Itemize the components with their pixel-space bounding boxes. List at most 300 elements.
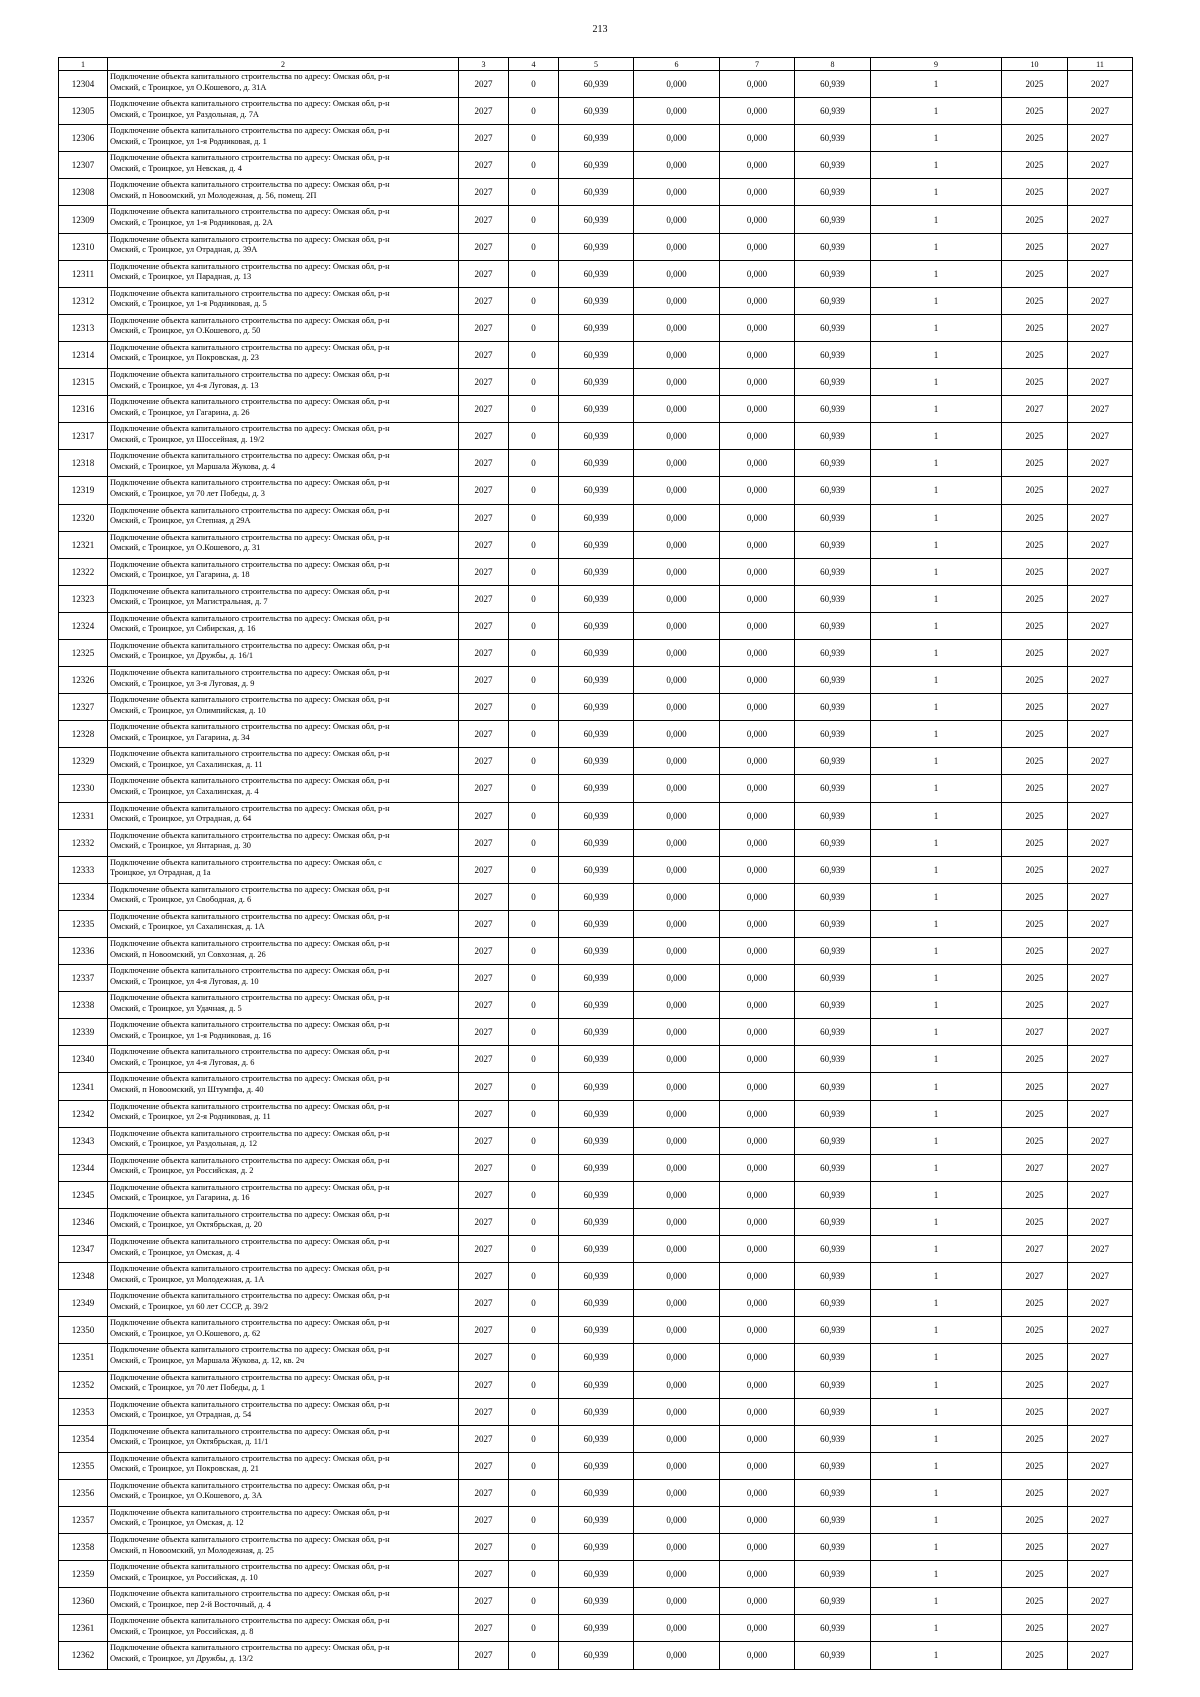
cell-col-5: 60,939 (559, 314, 634, 341)
cell-col-9: 1 (871, 1371, 1002, 1398)
cell-col-5: 60,939 (559, 504, 634, 531)
cell-col-8: 60,939 (795, 829, 871, 856)
cell-col-9: 1 (871, 558, 1002, 585)
cell-col-4: 0 (509, 883, 559, 910)
cell-col-5: 60,939 (559, 1615, 634, 1642)
cell-col-8: 60,939 (795, 450, 871, 477)
cell-col-7: 0,000 (720, 233, 795, 260)
cell-col-3: 2027 (459, 531, 509, 558)
table-row (59, 1425, 1133, 1452)
description-line-2: Омский, п Новоомский, ул Совхозная, д. 26 (110, 949, 266, 959)
row-number: 12336 (59, 938, 108, 965)
cell-col-7: 0,000 (720, 667, 795, 694)
cell-col-6: 0,000 (634, 1642, 720, 1669)
cell-col-4: 0 (509, 504, 559, 531)
cell-col-5: 60,939 (559, 639, 634, 666)
description-line-1: Подключение объекта капитального строительства по адресу: Омская обл, р-н (110, 1047, 390, 1057)
cell-col-4: 0 (509, 667, 559, 694)
cell-col-10: 2027 (1002, 1236, 1068, 1263)
cell-col-7: 0,000 (720, 1506, 795, 1533)
cell-col-9: 1 (871, 585, 1002, 612)
description-line-2: Омский, с Троицкое, ул Молодежная, д. 1А (110, 1274, 265, 1284)
object-description (108, 802, 459, 829)
description-line-1: Подключение объекта капитального строительства по адресу: Омская обл, р-н (110, 370, 390, 380)
row-number: 12337 (59, 965, 108, 992)
cell-col-10: 2025 (1002, 775, 1068, 802)
cell-col-5: 60,939 (559, 856, 634, 883)
cell-col-10: 2027 (1002, 396, 1068, 423)
description-line-2: Омский, с Троицкое, ул Российская, д. 8 (110, 1626, 254, 1636)
cell-col-6: 0,000 (634, 1073, 720, 1100)
cell-col-4: 0 (509, 396, 559, 423)
cell-col-8: 60,939 (795, 1398, 871, 1425)
cell-col-10: 2025 (1002, 1534, 1068, 1561)
cell-col-11: 2027 (1068, 585, 1133, 612)
cell-col-4: 0 (509, 612, 559, 639)
table-row (59, 369, 1133, 396)
cell-col-11: 2027 (1068, 1371, 1133, 1398)
cell-col-8: 60,939 (795, 938, 871, 965)
cell-col-3: 2027 (459, 1615, 509, 1642)
cell-col-6: 0,000 (634, 910, 720, 937)
cell-col-3: 2027 (459, 369, 509, 396)
cell-col-10: 2025 (1002, 748, 1068, 775)
table-row (59, 287, 1133, 314)
cell-col-6: 0,000 (634, 1317, 720, 1344)
cell-col-7: 0,000 (720, 1263, 795, 1290)
cell-col-5: 60,939 (559, 341, 634, 368)
object-description (108, 1344, 459, 1371)
object-description (108, 206, 459, 233)
description-line-1: Подключение объекта капитального строительства по адресу: Омская обл, р-н (110, 288, 390, 298)
cell-col-4: 0 (509, 585, 559, 612)
cell-col-3: 2027 (459, 612, 509, 639)
cell-col-9: 1 (871, 1290, 1002, 1317)
table-row (59, 1398, 1133, 1425)
cell-col-4: 0 (509, 1425, 559, 1452)
object-description (108, 1236, 459, 1263)
row-number: 12310 (59, 233, 108, 260)
cell-col-3: 2027 (459, 260, 509, 287)
cell-col-10: 2025 (1002, 1479, 1068, 1506)
cell-col-6: 0,000 (634, 1046, 720, 1073)
cell-col-6: 0,000 (634, 531, 720, 558)
description-line-1: Подключение объекта капитального строительства по адресу: Омская обл, р-н (110, 722, 390, 732)
description-line-2: Омский, с Троицкое, ул Октябрьская, д. 20 (110, 1220, 263, 1230)
cell-col-8: 60,939 (795, 1263, 871, 1290)
table-row (59, 1479, 1133, 1506)
object-description (108, 1181, 459, 1208)
cell-col-11: 2027 (1068, 1263, 1133, 1290)
cell-col-9: 1 (871, 152, 1002, 179)
cell-col-11: 2027 (1068, 1208, 1133, 1235)
row-number: 12356 (59, 1479, 108, 1506)
object-description (108, 1154, 459, 1181)
cell-col-9: 1 (871, 1344, 1002, 1371)
table-row (59, 748, 1133, 775)
cell-col-9: 1 (871, 1154, 1002, 1181)
cell-col-10: 2025 (1002, 694, 1068, 721)
cell-col-6: 0,000 (634, 1615, 720, 1642)
row-number: 12316 (59, 396, 108, 423)
cell-col-6: 0,000 (634, 71, 720, 98)
cell-col-9: 1 (871, 1642, 1002, 1669)
cell-col-10: 2025 (1002, 1642, 1068, 1669)
object-description (108, 1561, 459, 1588)
row-number: 12361 (59, 1615, 108, 1642)
description-line-1: Подключение объекта капитального строительства по адресу: Омская обл, р-н (110, 776, 390, 786)
table-row (59, 1046, 1133, 1073)
cell-col-5: 60,939 (559, 1534, 634, 1561)
cell-col-8: 60,939 (795, 98, 871, 125)
cell-col-11: 2027 (1068, 910, 1133, 937)
cell-col-7: 0,000 (720, 71, 795, 98)
cell-col-3: 2027 (459, 287, 509, 314)
object-description (108, 477, 459, 504)
cell-col-9: 1 (871, 531, 1002, 558)
cell-col-7: 0,000 (720, 1642, 795, 1669)
cell-col-6: 0,000 (634, 1425, 720, 1452)
description-line-2: Омский, п Новоомский, ул Молодежная, д. 56, помещ. 2П (110, 190, 317, 200)
description-line-2: Омский, с Троицкое, ул О.Кошевого, д. 31 (110, 543, 261, 553)
cell-col-7: 0,000 (720, 1371, 795, 1398)
description-line-1: Подключение объекта капитального строительства по адресу: Омская обл, р-н (110, 1372, 390, 1382)
cell-col-5: 60,939 (559, 450, 634, 477)
cell-col-4: 0 (509, 1506, 559, 1533)
cell-col-3: 2027 (459, 98, 509, 125)
cell-col-8: 60,939 (795, 314, 871, 341)
cell-col-3: 2027 (459, 341, 509, 368)
description-line-1: Подключение объекта капитального строительства по адресу: Омская обл, р-н (110, 586, 390, 596)
cell-col-3: 2027 (459, 667, 509, 694)
description-line-2: Омский, с Троицкое, ул О.Кошевого, д. 31А (110, 82, 267, 92)
cell-col-5: 60,939 (559, 1344, 634, 1371)
object-description (108, 125, 459, 152)
table-row (59, 585, 1133, 612)
cell-col-7: 0,000 (720, 721, 795, 748)
description-line-2: Омский, с Троицкое, ул Октябрьская, д. 11/1 (110, 1437, 269, 1447)
description-line-2: Омский, с Троицкое, ул О.Кошевого, д. 3А (110, 1491, 263, 1501)
cell-col-9: 1 (871, 206, 1002, 233)
description-line-2: Омский, п Новоомский, ул Штумпфа, д. 40 (110, 1084, 264, 1094)
cell-col-3: 2027 (459, 71, 509, 98)
cell-col-11: 2027 (1068, 314, 1133, 341)
row-number: 12332 (59, 829, 108, 856)
cell-col-3: 2027 (459, 694, 509, 721)
cell-col-6: 0,000 (634, 1154, 720, 1181)
object-description (108, 856, 459, 883)
cell-col-5: 60,939 (559, 1425, 634, 1452)
cell-col-4: 0 (509, 260, 559, 287)
table-row (59, 775, 1133, 802)
cell-col-10: 2025 (1002, 1208, 1068, 1235)
cell-col-11: 2027 (1068, 1452, 1133, 1479)
description-line-1: Подключение объекта капитального строительства по адресу: Омская обл, р-н (110, 749, 390, 759)
cell-col-5: 60,939 (559, 260, 634, 287)
column-header-7: 7 (720, 58, 795, 71)
cell-col-10: 2025 (1002, 1371, 1068, 1398)
cell-col-4: 0 (509, 152, 559, 179)
cell-col-11: 2027 (1068, 1236, 1133, 1263)
cell-col-7: 0,000 (720, 1534, 795, 1561)
cell-col-11: 2027 (1068, 1479, 1133, 1506)
cell-col-11: 2027 (1068, 667, 1133, 694)
cell-col-8: 60,939 (795, 667, 871, 694)
cell-col-8: 60,939 (795, 260, 871, 287)
cell-col-4: 0 (509, 802, 559, 829)
cell-col-3: 2027 (459, 965, 509, 992)
cell-col-4: 0 (509, 1127, 559, 1154)
table-row (59, 1344, 1133, 1371)
object-description (108, 1452, 459, 1479)
cell-col-6: 0,000 (634, 612, 720, 639)
object-description (108, 341, 459, 368)
cell-col-7: 0,000 (720, 1344, 795, 1371)
description-line-1: Подключение объекта капитального строительства по адресу: Омская обл, р-н (110, 1209, 390, 1219)
cell-col-9: 1 (871, 450, 1002, 477)
description-line-1: Подключение объекта капитального строительства по адресу: Омская обл, р-н (110, 1643, 390, 1653)
cell-col-4: 0 (509, 179, 559, 206)
row-number: 12323 (59, 585, 108, 612)
cell-col-9: 1 (871, 423, 1002, 450)
cell-col-6: 0,000 (634, 450, 720, 477)
cell-col-11: 2027 (1068, 396, 1133, 423)
object-description (108, 314, 459, 341)
cell-col-8: 60,939 (795, 341, 871, 368)
cell-col-6: 0,000 (634, 1534, 720, 1561)
cell-col-6: 0,000 (634, 585, 720, 612)
cell-col-3: 2027 (459, 1100, 509, 1127)
cell-col-8: 60,939 (795, 1452, 871, 1479)
cell-col-11: 2027 (1068, 938, 1133, 965)
cell-col-6: 0,000 (634, 639, 720, 666)
object-description (108, 1046, 459, 1073)
cell-col-6: 0,000 (634, 1263, 720, 1290)
description-line-1: Подключение объекта капитального строительства по адресу: Омская обл, р-н (110, 99, 390, 109)
cell-col-10: 2025 (1002, 287, 1068, 314)
cell-col-4: 0 (509, 721, 559, 748)
cell-col-3: 2027 (459, 233, 509, 260)
column-header-10: 10 (1002, 58, 1068, 71)
cell-col-8: 60,939 (795, 1046, 871, 1073)
column-header-1: 1 (59, 58, 108, 71)
object-description (108, 531, 459, 558)
description-line-1: Подключение объекта капитального строительства по адресу: Омская обл, р-н (110, 180, 390, 190)
cell-col-4: 0 (509, 233, 559, 260)
description-line-1: Подключение объекта капитального строительства по адресу: Омская обл, р-н (110, 234, 390, 244)
cell-col-8: 60,939 (795, 423, 871, 450)
cell-col-9: 1 (871, 71, 1002, 98)
cell-col-10: 2025 (1002, 1561, 1068, 1588)
cell-col-4: 0 (509, 1046, 559, 1073)
cell-col-4: 0 (509, 856, 559, 883)
cell-col-5: 60,939 (559, 1154, 634, 1181)
cell-col-7: 0,000 (720, 639, 795, 666)
cell-col-5: 60,939 (559, 1371, 634, 1398)
row-number: 12321 (59, 531, 108, 558)
cell-col-6: 0,000 (634, 1561, 720, 1588)
table-row (59, 992, 1133, 1019)
cell-col-3: 2027 (459, 639, 509, 666)
object-description (108, 721, 459, 748)
cell-col-7: 0,000 (720, 1452, 795, 1479)
cell-col-5: 60,939 (559, 1263, 634, 1290)
cell-col-5: 60,939 (559, 1588, 634, 1615)
cell-col-7: 0,000 (720, 369, 795, 396)
cell-col-11: 2027 (1068, 748, 1133, 775)
cell-col-5: 60,939 (559, 206, 634, 233)
cell-col-4: 0 (509, 1073, 559, 1100)
table-row (59, 125, 1133, 152)
cell-col-9: 1 (871, 1479, 1002, 1506)
cell-col-8: 60,939 (795, 856, 871, 883)
row-number: 12322 (59, 558, 108, 585)
cell-col-6: 0,000 (634, 396, 720, 423)
table-row (59, 1317, 1133, 1344)
cell-col-8: 60,939 (795, 396, 871, 423)
cell-col-7: 0,000 (720, 558, 795, 585)
cell-col-9: 1 (871, 287, 1002, 314)
cell-col-3: 2027 (459, 1263, 509, 1290)
cell-col-6: 0,000 (634, 667, 720, 694)
description-line-1: Подключение объекта капитального строительства по адресу: Омская обл, р-н (110, 342, 390, 352)
description-line-2: Омский, с Троицкое, ул Маршала Жукова, д. 12, кв. 2ч (110, 1355, 305, 1365)
cell-col-8: 60,939 (795, 1615, 871, 1642)
description-line-2: Омский, с Троицкое, ул 1-я Родниковая, д. 1 (110, 136, 267, 146)
row-number: 12353 (59, 1398, 108, 1425)
table-row (59, 477, 1133, 504)
cell-col-9: 1 (871, 883, 1002, 910)
cell-col-8: 60,939 (795, 1534, 871, 1561)
cell-col-11: 2027 (1068, 612, 1133, 639)
cell-col-11: 2027 (1068, 1615, 1133, 1642)
description-line-2: Омский, с Троицкое, ул Покровская, д. 23 (110, 353, 259, 363)
table-row (59, 71, 1133, 98)
object-description (108, 233, 459, 260)
cell-col-11: 2027 (1068, 1344, 1133, 1371)
cell-col-7: 0,000 (720, 585, 795, 612)
row-number: 12331 (59, 802, 108, 829)
object-description (108, 1127, 459, 1154)
cell-col-7: 0,000 (720, 992, 795, 1019)
table-row (59, 639, 1133, 666)
cell-col-5: 60,939 (559, 775, 634, 802)
cell-col-5: 60,939 (559, 938, 634, 965)
cell-col-7: 0,000 (720, 910, 795, 937)
cell-col-4: 0 (509, 1263, 559, 1290)
cell-col-3: 2027 (459, 1236, 509, 1263)
description-line-1: Подключение объекта капитального строительства по адресу: Омская обл, р-н (110, 1480, 390, 1490)
table-row (59, 802, 1133, 829)
cell-col-11: 2027 (1068, 1398, 1133, 1425)
object-description (108, 965, 459, 992)
object-description (108, 938, 459, 965)
table-row (59, 1506, 1133, 1533)
description-line-2: Омский, с Троицкое, ул Отрадная, д. 54 (110, 1410, 252, 1420)
cell-col-9: 1 (871, 721, 1002, 748)
cell-col-5: 60,939 (559, 1642, 634, 1669)
table-row (59, 1019, 1133, 1046)
cell-col-8: 60,939 (795, 1236, 871, 1263)
object-description (108, 71, 459, 98)
table-row (59, 1588, 1133, 1615)
table-row (59, 1642, 1133, 1669)
cell-col-8: 60,939 (795, 1100, 871, 1127)
cell-col-10: 2025 (1002, 477, 1068, 504)
table-row (59, 965, 1133, 992)
description-line-2: Омский, с Троицкое, ул Гагарина, д. 34 (110, 732, 250, 742)
cell-col-7: 0,000 (720, 1236, 795, 1263)
cell-col-3: 2027 (459, 1534, 509, 1561)
cell-col-11: 2027 (1068, 504, 1133, 531)
description-line-1: Подключение объекта капитального строительства по адресу: Омская обл, р-н (110, 532, 390, 542)
description-line-1: Подключение объекта капитального строительства по адресу: Омская обл, р-н (110, 505, 390, 515)
cell-col-4: 0 (509, 1181, 559, 1208)
cell-col-3: 2027 (459, 477, 509, 504)
cell-col-6: 0,000 (634, 287, 720, 314)
cell-col-8: 60,939 (795, 1154, 871, 1181)
cell-col-8: 60,939 (795, 287, 871, 314)
cell-col-10: 2025 (1002, 856, 1068, 883)
cell-col-10: 2025 (1002, 612, 1068, 639)
cell-col-5: 60,939 (559, 1181, 634, 1208)
cell-col-5: 60,939 (559, 802, 634, 829)
cell-col-9: 1 (871, 1073, 1002, 1100)
cell-col-9: 1 (871, 910, 1002, 937)
description-line-1: Подключение объекта капитального строительства по адресу: Омская обл, р-н (110, 1616, 390, 1626)
description-line-2: Омский, п Новоомский, ул Молодежная, д. 25 (110, 1545, 274, 1555)
cell-col-8: 60,939 (795, 883, 871, 910)
cell-col-5: 60,939 (559, 1127, 634, 1154)
cell-col-10: 2027 (1002, 1019, 1068, 1046)
cell-col-3: 2027 (459, 1398, 509, 1425)
cell-col-7: 0,000 (720, 1127, 795, 1154)
cell-col-7: 0,000 (720, 179, 795, 206)
description-line-1: Подключение объекта капитального строительства по адресу: Омская обл, р-н (110, 1182, 390, 1192)
cell-col-4: 0 (509, 369, 559, 396)
cell-col-9: 1 (871, 1208, 1002, 1235)
cell-col-10: 2025 (1002, 721, 1068, 748)
cell-col-7: 0,000 (720, 98, 795, 125)
cell-col-6: 0,000 (634, 1479, 720, 1506)
cell-col-8: 60,939 (795, 369, 871, 396)
cell-col-4: 0 (509, 829, 559, 856)
description-line-2: Омский, с Троицкое, ул Олимпийская, д. 10 (110, 705, 266, 715)
cell-col-8: 60,939 (795, 1019, 871, 1046)
description-line-2: Омский, с Троицкое, ул Магистральная, д. 7 (110, 597, 268, 607)
description-line-2: Омский, с Троицкое, ул Российская, д. 10 (110, 1572, 258, 1582)
description-line-2: Омский, с Троицкое, ул Шоссейная, д. 19/2 (110, 434, 265, 444)
object-description (108, 1479, 459, 1506)
cell-col-5: 60,939 (559, 1073, 634, 1100)
object-description (108, 775, 459, 802)
cell-col-7: 0,000 (720, 396, 795, 423)
cell-col-10: 2025 (1002, 883, 1068, 910)
cell-col-4: 0 (509, 1236, 559, 1263)
description-line-2: Омский, с Троицкое, ул Сахалинская, д. 11 (110, 759, 263, 769)
table-row (59, 667, 1133, 694)
cell-col-7: 0,000 (720, 856, 795, 883)
cell-col-11: 2027 (1068, 531, 1133, 558)
cell-col-10: 2025 (1002, 1290, 1068, 1317)
description-line-2: Троицкое, ул Отрадная, д 1а (110, 868, 211, 878)
cell-col-6: 0,000 (634, 152, 720, 179)
cell-col-6: 0,000 (634, 992, 720, 1019)
row-number: 12338 (59, 992, 108, 1019)
description-line-2: Омский, с Троицкое, ул 70 лет Победы, д. 3 (110, 488, 265, 498)
cell-col-4: 0 (509, 1452, 559, 1479)
cell-col-6: 0,000 (634, 98, 720, 125)
